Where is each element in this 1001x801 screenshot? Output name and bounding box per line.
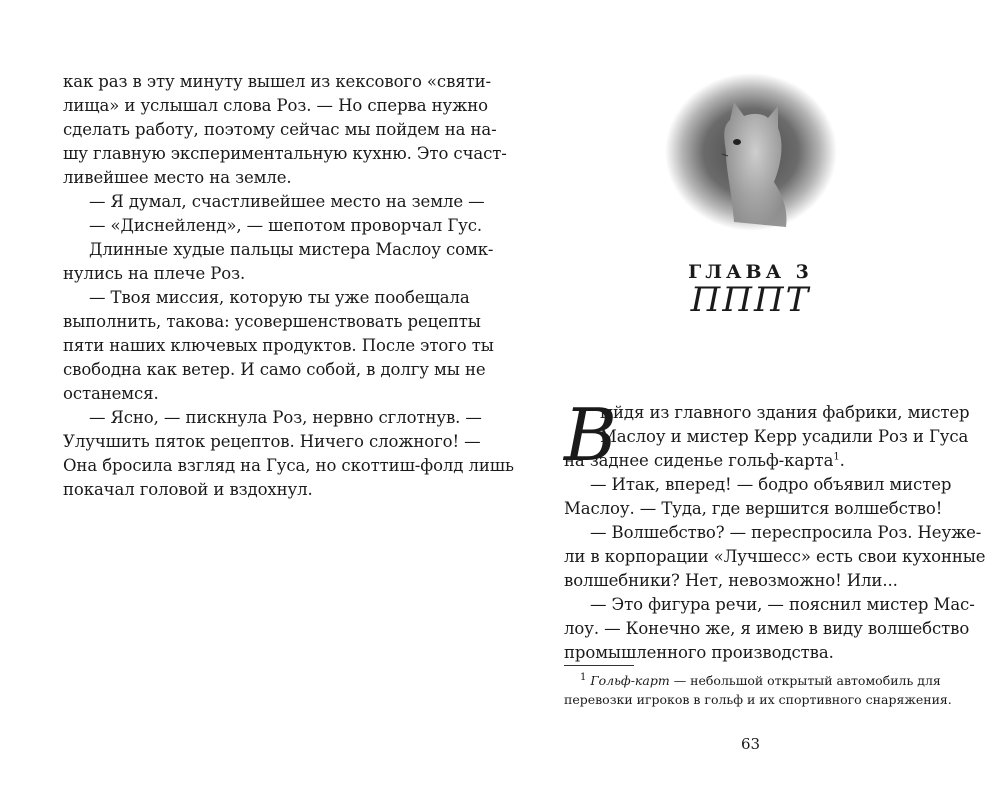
text-line: Маслоу. — Туда, где вершится волшебство! [564, 499, 943, 518]
text-line: Длинные худые пальцы мистера Маслоу сомк- [89, 240, 494, 259]
text-line: останемся. [63, 384, 159, 403]
footnote-term: Гольф-карт [590, 673, 670, 688]
chapter-label: ГЛАВА 3 [688, 261, 813, 283]
text-line: пяти наших ключевых продуктов. После этого ты [63, 336, 494, 355]
text-line: сделать работу, поэтому сейчас мы пойдем на на- [63, 120, 497, 139]
text-line-segment: на заднее сиденье гольф-карта [564, 451, 834, 470]
text-line: промышленного производства. [564, 643, 834, 662]
drop-cap: В [564, 393, 617, 477]
footnote-line: перевозки игроков в гольф и их спортивного снаряжения. [564, 692, 952, 707]
text-line: Маслоу и мистер Керр усадили Роз и Гуса [600, 427, 969, 446]
text-line: — Я думал, счастливейшее место на земле — [89, 192, 485, 211]
text-line: ливейшее место на земле. [63, 168, 292, 187]
text-line: — Итак, вперед! — бодро объявил мистер [590, 475, 952, 494]
text-line: ли в корпорации «Лучшесс» есть свои кухонные [564, 547, 986, 566]
right-page [500, 0, 1001, 801]
text-line: — Волшебство? — переспросила Роз. Неуже- [590, 523, 982, 542]
text-line [564, 449, 934, 473]
text-line: лища» и услышал слова Роз. — Но сперва нужно [63, 96, 488, 115]
text-line: шу главную экспериментальную кухню. Это счаст- [63, 144, 507, 163]
text-line: — «Диснейленд», — шепотом проворчал Гус. [89, 216, 483, 235]
page-number: 63 [740, 735, 761, 753]
text-line: Она бросила взгляд на Гуса, но скоттиш-фолд лишь [63, 456, 514, 475]
footnote-definition: — небольшой открытый автомобиль для [669, 673, 941, 688]
cat-vignette-illustration [664, 72, 838, 232]
text-line-segment: . [839, 451, 845, 470]
text-line: — Это фигура речи, — пояснил мистер Мас- [590, 595, 975, 614]
footnote-divider [564, 665, 634, 666]
footnote-mark: 1 [580, 671, 587, 683]
footnote [564, 671, 952, 709]
right-page-text [564, 393, 986, 665]
text-line: свободна как ветер. И само собой, в долгу мы не [63, 360, 486, 379]
text-line: волшебники? Нет, невозможно! Или... [564, 571, 898, 590]
footnote-reference: 1 [833, 451, 840, 463]
text-line: — Ясно, — пискнула Роз, нервно сглотнув. — [89, 408, 482, 427]
text-line: Улучшить пяток рецептов. Ничего сложного! — [63, 432, 481, 451]
text-line: как раз в эту минуту вышел из кексового «святи- [63, 72, 491, 91]
left-page-text [63, 70, 514, 502]
chapter-title: ПППТ [690, 280, 811, 320]
right-page-lines [564, 473, 986, 665]
footnote-line [564, 671, 941, 690]
text-line: выполнить, такова: усовершенствовать рецепты [63, 312, 481, 331]
text-line: — Твоя миссия, которую ты уже пообещала [89, 288, 470, 307]
text-line: нулись на плече Роз. [63, 264, 246, 283]
text-line: ыйдя из главного здания фабрики, мистер [600, 403, 970, 422]
text-line: лоу. — Конечно же, я имею в виду волшебство [564, 619, 970, 638]
text-line: покачал головой и вздохнул. [63, 480, 313, 499]
